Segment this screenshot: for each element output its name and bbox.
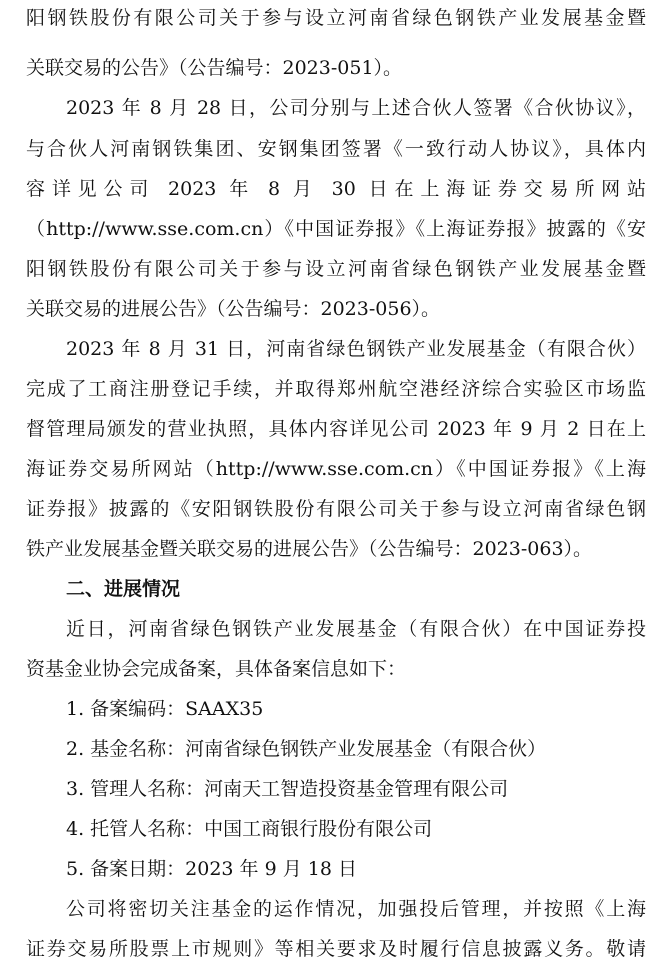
paragraph-3-line-3: 督管理局颁发的营业执照，具体内容详见公司 2023 年 9 月 2 日在上 (26, 418, 646, 440)
paragraph-3-line-4: 海证券交易所网站（http://www.sse.com.cn）《中国证券报》《上海 (26, 458, 646, 480)
paragraph-3-line-1: 2023 年 8 月 31 日，河南省绿色钢铁产业发展基金（有限合伙） (66, 338, 646, 360)
paragraph-4-line-2: 资基金业协会完成备案，具体备案信息如下： (26, 658, 407, 680)
paragraph-1-line-1: 阳钢铁股份有限公司关于参与设立河南省绿色钢铁产业发展基金暨 (26, 7, 646, 29)
paragraph-2-line-1: 2023 年 8 月 28 日，公司分别与上述合伙人签署《合伙协议》， (66, 97, 646, 119)
paragraph-4-line-1: 近日，河南省绿色钢铁产业发展基金（有限合伙）在中国证券投 (66, 618, 646, 640)
paragraph-3-line-6: 铁产业发展基金暨关联交易的进展公告》（公告编号：2023-063）。 (26, 538, 593, 560)
paragraph-3-line-5: 证券报》披露的《安阳钢铁股份有限公司关于参与设立河南省绿色钢 (26, 498, 646, 520)
paragraph-2-line-3: 容详见公司 2023 年 8 月 30 日在上海证券交易所网站 (26, 178, 646, 200)
paragraph-5-line-1: 公司将密切关注基金的运作情况，加强投后管理，并按照《上海 (66, 898, 646, 920)
paragraph-3-line-2: 完成了工商注册登记手续，并取得郑州航空港经济综合实验区市场监 (26, 378, 646, 400)
paragraph-2-line-5: 阳钢铁股份有限公司关于参与设立河南省绿色钢铁产业发展基金暨 (26, 258, 646, 280)
paragraph-1-line-2: 关联交易的公告》（公告编号：2023-051）。 (26, 57, 403, 79)
list-item-custodian-name: 4. 托管人名称：中国工商银行股份有限公司 (66, 818, 433, 840)
list-item-record-date: 5. 备案日期：2023 年 9 月 18 日 (66, 858, 357, 880)
section-heading: 二、进展情况 (66, 578, 181, 600)
paragraph-5-line-2: 证券交易所股票上市规则》等相关要求及时履行信息披露义务。敬请 (26, 938, 646, 960)
paragraph-2-line-6: 关联交易的进展公告》（公告编号：2023-056）。 (26, 298, 441, 320)
list-item-manager-name: 3. 管理人名称：河南天工智造投资基金管理有限公司 (66, 778, 509, 800)
paragraph-2-line-4: （http://www.sse.com.cn）《中国证券报》《上海证券报》披露的《安 (26, 218, 646, 240)
list-item-fund-name: 2. 基金名称：河南省绿色钢铁产业发展基金（有限合伙） (66, 738, 547, 760)
paragraph-2-line-2: 与合伙人河南钢铁集团、安钢集团签署《一致行动人协议》，具体内 (26, 138, 646, 160)
list-item-record-code: 1. 备案编码：SAAX35 (66, 698, 264, 720)
